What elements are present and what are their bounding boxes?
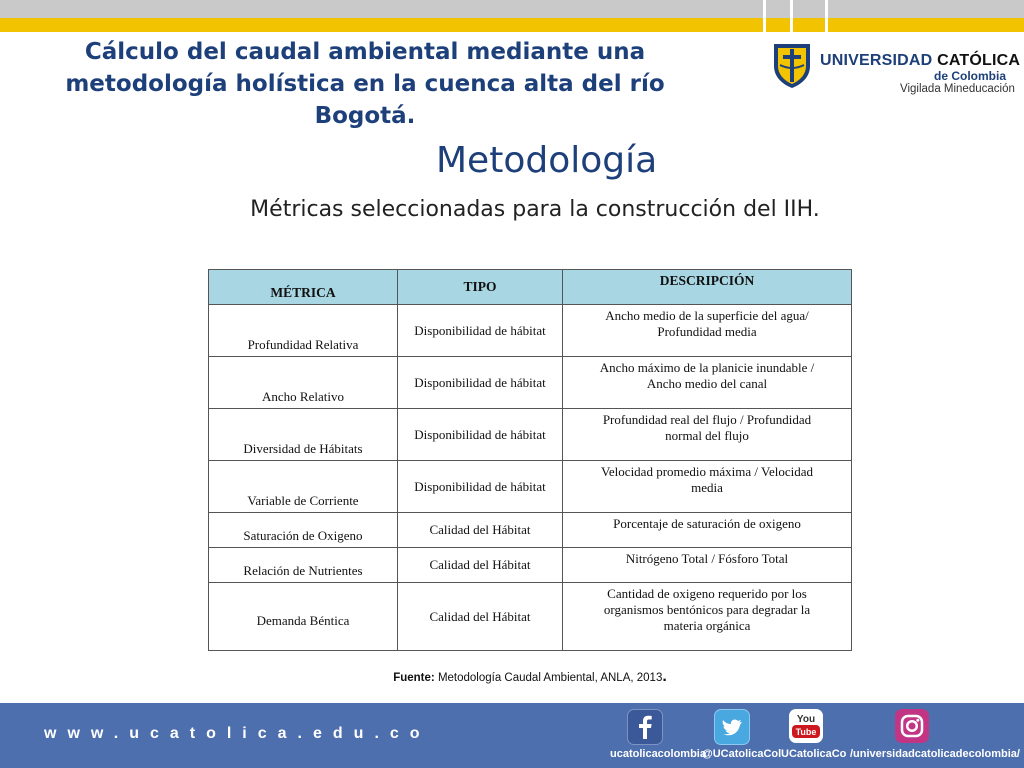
top-yellow-band [0,18,1024,32]
university-logo [770,38,1021,100]
cell-metric: Relación de Nutrientes [209,548,398,583]
website-url[interactable]: www.ucatolica.edu.co [44,725,431,742]
cell-metric: Saturación de Oxigeno [209,513,398,548]
cell-type: Disponibilidad de hábitat [398,305,563,357]
header-descripcion: DESCRIPCIÓN [563,270,852,305]
table-row [209,409,852,461]
cell-type: Calidad del Hábitat [398,548,563,583]
cell-metric: Demanda Béntica [209,583,398,651]
cell-description: Cantidad de oxigeno requerido por los organismos bentónicos para degradar la materia orgánica [563,583,852,651]
university-subtitle: de Colombia [934,69,1007,83]
cell-type: Calidad del Hábitat [398,583,563,651]
cell-type: Disponibilidad de hábitat [398,357,563,409]
cell-description: Ancho máximo de la planicie inundable / Ancho medio del canal [563,357,852,409]
cell-metric: Ancho Relativo [209,357,398,409]
cell-description: Ancho medio de la superficie del agua/ Profundidad media [563,305,852,357]
youtube-handle[interactable]: UCatolicaCo [781,748,847,760]
table-row [209,461,852,513]
youtube-word-you: You [796,714,816,725]
section-heading: Metodología [436,140,658,181]
metrics-table [208,269,852,651]
table-row [209,357,852,409]
table-header-row [209,270,852,305]
table-row [209,583,852,651]
university-shield-icon [770,40,814,90]
facebook-handle[interactable]: ucatolicacolombia [610,748,706,760]
youtube-word-tube: Tube [795,727,817,737]
cell-metric: Profundidad Relativa [209,305,398,357]
section-subheading: Métricas seleccionadas para la construcción del IIH. [250,197,820,222]
university-tagline: Vigilada Mineducación [900,83,1015,95]
cell-type: Calidad del Hábitat [398,513,563,548]
instagram-icon[interactable] [895,709,929,743]
instagram-handle[interactable]: /universidadcatolicadecolombia/ [850,748,1020,760]
table-row [209,305,852,357]
band-divider [825,0,828,32]
cell-description: Velocidad promedio máxima / Velocidad media [563,461,852,513]
cell-metric: Diversidad de Hábitats [209,409,398,461]
cell-description: Porcentaje de saturación de oxigeno [563,513,852,548]
footer-bar [0,703,1024,768]
table-row [209,513,852,548]
twitter-handle[interactable]: @UCatolicaCol [702,748,782,760]
top-grey-band [0,0,1024,18]
cell-description: Profundidad real del flujo / Profundidad normal del flujo [563,409,852,461]
slide-title: Cálculo del caudal ambiental mediante una metodología holística en la cuenca alta del río Bogotá. [65,39,665,129]
band-divider [790,0,793,32]
header-tipo: TIPO [398,270,563,305]
source-note: Fuente: Metodología Caudal Ambiental, ANLA, 2013. [393,668,667,685]
cell-type: Disponibilidad de hábitat [398,461,563,513]
facebook-icon[interactable] [627,709,663,745]
cell-type: Disponibilidad de hábitat [398,409,563,461]
youtube-icon[interactable] [789,709,823,743]
twitter-icon[interactable] [714,709,750,745]
table-row [209,548,852,583]
cell-description: Nitrógeno Total / Fósforo Total [563,548,852,583]
header-metrica: MÉTRICA [209,270,398,305]
cell-metric: Variable de Corriente [209,461,398,513]
band-divider [763,0,766,32]
university-name: UNIVERSIDAD CATÓLICA [820,52,1021,69]
